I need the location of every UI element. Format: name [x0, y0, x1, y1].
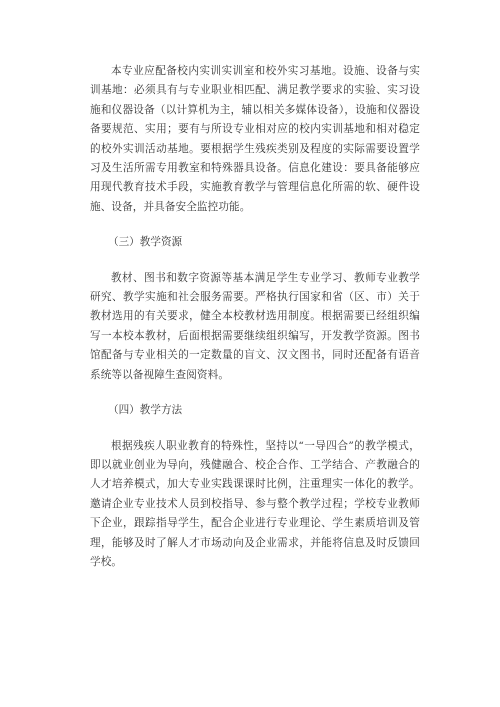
teaching-resources-heading: （三）教学资源 [108, 236, 183, 249]
facilities-paragraph: 本专业应配备校内实训实训室和校外实习基地。设施、设备与实训基地：必须具有与专业职业相匹配、满足教学要求的实验、实习设施和仪器设备（以计算机为主，辅以相关多媒体设备），设施和仪器设备要规范、实用；要有与所设专业相对应的校内实训基地和相对稳定的校外实训活动基地。要根据学生残疾类别及程度的实际需要设置学习及生活所需专用教室和特殊器具设备。信息化建设：要具备能够应用现代教育技术手段，实施教育教学与管理信息化所需的软、硬件设施、设备，并具备安全监控功能。 [90, 65, 420, 213]
document-page [90, 62, 420, 572]
teaching-methods-heading: （四）教学方法 [108, 404, 183, 417]
teaching-methods-paragraph: 根据残疾人职业教育的特殊性，坚持以“一导四合”的教学模式，即以就业创业为导向，残健融合、校企合作、工学结合、产教融合的人才培养模式，加大专业实践课课时比例，注重理实一体化的教学。邀请企业专业技术人员到校指导、参与整个教学过程；学校专业教师下企业，跟踪指导学生，配合企业进行专业理论、学生素质培训及管理，能够及时了解人才市场动向及企业需求，并能将信息及时反馈回学校。 [90, 439, 420, 568]
teaching-resources-paragraph: 教材、图书和数字资源等基本满足学生专业学习、教师专业教学研究、教学实施和社会服务需要。严格执行国家和省（区、市）关于教材选用的有关要求，健全本校教材选用制度。根据需要已经组织编写一本校本教材，后面根据需要继续组织编写，开发教学资源。图书馆配备与专业相关的一定数量的盲文、汉文图书，同时还配备有语音系统等以备视障生查阅资料。 [90, 271, 420, 381]
